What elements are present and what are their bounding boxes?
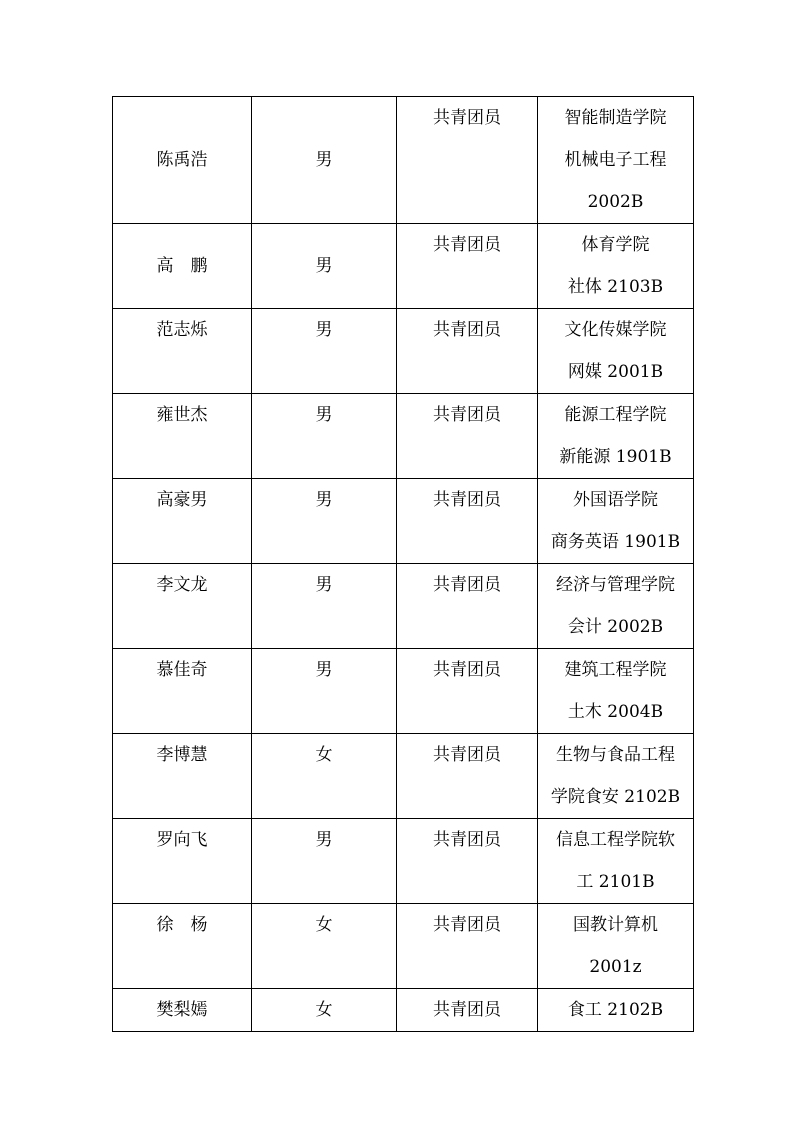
status-text: 共青团员 <box>433 405 501 425</box>
gender-text: 男 <box>315 150 333 170</box>
name-cell <box>113 904 252 989</box>
dept-line: 能源工程学院 <box>564 405 667 425</box>
gender-text: 女 <box>315 1000 333 1020</box>
gender-cell <box>252 224 397 309</box>
status-text: 共青团员 <box>433 660 501 680</box>
gender-text: 男 <box>315 575 333 595</box>
dept-cell <box>538 97 694 224</box>
table-row <box>113 564 694 649</box>
status-cell <box>397 564 538 649</box>
name-text: 慕佳奇 <box>156 660 208 680</box>
dept-line: 新能源 1901B <box>559 447 672 467</box>
name-text: 高豪男 <box>156 490 208 510</box>
dept-line: 2002B <box>587 192 644 212</box>
table-row <box>113 394 694 479</box>
dept-line: 智能制造学院 <box>564 108 667 128</box>
gender-cell <box>252 904 397 989</box>
gender-text: 男 <box>315 256 333 276</box>
gender-text: 男 <box>315 490 333 510</box>
status-cell <box>397 394 538 479</box>
status-cell <box>397 479 538 564</box>
name-cell <box>113 97 252 224</box>
gender-cell <box>252 479 397 564</box>
dept-cell <box>538 734 694 819</box>
gender-text: 男 <box>315 660 333 680</box>
dept-cell <box>538 309 694 394</box>
dept-line: 2001z <box>589 957 642 977</box>
name-cell <box>113 564 252 649</box>
table-row <box>113 97 694 224</box>
dept-line: 食工 2102B <box>567 1000 664 1020</box>
gender-cell <box>252 564 397 649</box>
dept-cell <box>538 819 694 904</box>
table-row <box>113 904 694 989</box>
status-text: 共青团员 <box>433 108 501 128</box>
table-row <box>113 734 694 819</box>
name-cell <box>113 479 252 564</box>
name-text: 范志烁 <box>156 320 208 340</box>
dept-line: 信息工程学院软 <box>556 830 675 850</box>
status-cell <box>397 649 538 734</box>
dept-line: 文化传媒学院 <box>564 320 667 340</box>
name-text: 李文龙 <box>156 575 208 595</box>
name-cell <box>113 819 252 904</box>
dept-cell <box>538 394 694 479</box>
status-text: 共青团员 <box>433 575 501 595</box>
dept-cell <box>538 904 694 989</box>
dept-line: 社体 2103B <box>567 277 664 297</box>
dept-line: 体育学院 <box>581 235 650 255</box>
name-text: 李博慧 <box>156 745 208 765</box>
status-text: 共青团员 <box>433 915 501 935</box>
gender-cell <box>252 649 397 734</box>
gender-cell <box>252 97 397 224</box>
dept-line: 商务英语 1901B <box>550 532 681 552</box>
table-row <box>113 479 694 564</box>
dept-line: 国教计算机 <box>573 915 658 935</box>
dept-cell <box>538 479 694 564</box>
dept-line: 工 2101B <box>576 872 655 892</box>
gender-text: 男 <box>315 320 333 340</box>
name-cell <box>113 394 252 479</box>
name-text: 樊梨嫣 <box>156 1000 208 1020</box>
gender-cell <box>252 734 397 819</box>
name-text: 高 鹏 <box>156 256 208 276</box>
table-row <box>113 224 694 309</box>
status-text: 共青团员 <box>433 320 501 340</box>
status-text: 共青团员 <box>433 745 501 765</box>
gender-cell <box>252 819 397 904</box>
name-cell <box>113 734 252 819</box>
member-table <box>112 96 694 1032</box>
status-cell <box>397 819 538 904</box>
dept-line: 会计 2002B <box>567 617 664 637</box>
gender-text: 女 <box>315 915 333 935</box>
dept-line: 土木 2004B <box>567 702 664 722</box>
status-text: 共青团员 <box>433 490 501 510</box>
table-row <box>113 649 694 734</box>
gender-text: 男 <box>315 405 333 425</box>
gender-text: 女 <box>315 745 333 765</box>
status-cell <box>397 309 538 394</box>
name-cell <box>113 309 252 394</box>
table-row <box>113 309 694 394</box>
table-row <box>113 819 694 904</box>
gender-cell <box>252 394 397 479</box>
name-text: 徐 杨 <box>156 915 208 935</box>
table-row <box>113 989 694 1032</box>
gender-cell <box>252 309 397 394</box>
status-cell <box>397 904 538 989</box>
name-text: 陈禹浩 <box>156 150 208 170</box>
dept-line: 建筑工程学院 <box>564 660 667 680</box>
dept-line: 生物与食品工程 <box>556 745 675 765</box>
name-cell <box>113 989 252 1032</box>
dept-line: 学院食安 2102B <box>550 787 681 807</box>
status-text: 共青团员 <box>433 830 501 850</box>
dept-cell <box>538 564 694 649</box>
gender-cell <box>252 989 397 1032</box>
dept-line: 经济与管理学院 <box>556 575 675 595</box>
name-text: 雍世杰 <box>156 405 208 425</box>
status-cell <box>397 224 538 309</box>
dept-cell <box>538 224 694 309</box>
dept-cell <box>538 989 694 1032</box>
status-cell <box>397 989 538 1032</box>
dept-line: 外国语学院 <box>573 490 658 510</box>
name-cell <box>113 649 252 734</box>
name-cell <box>113 224 252 309</box>
gender-text: 男 <box>315 830 333 850</box>
name-text: 罗向飞 <box>156 830 208 850</box>
status-cell <box>397 97 538 224</box>
status-text: 共青团员 <box>433 1000 501 1020</box>
status-cell <box>397 734 538 819</box>
dept-line: 机械电子工程 <box>564 150 667 170</box>
dept-cell <box>538 649 694 734</box>
status-text: 共青团员 <box>433 235 501 255</box>
dept-line: 网媒 2001B <box>567 362 664 382</box>
